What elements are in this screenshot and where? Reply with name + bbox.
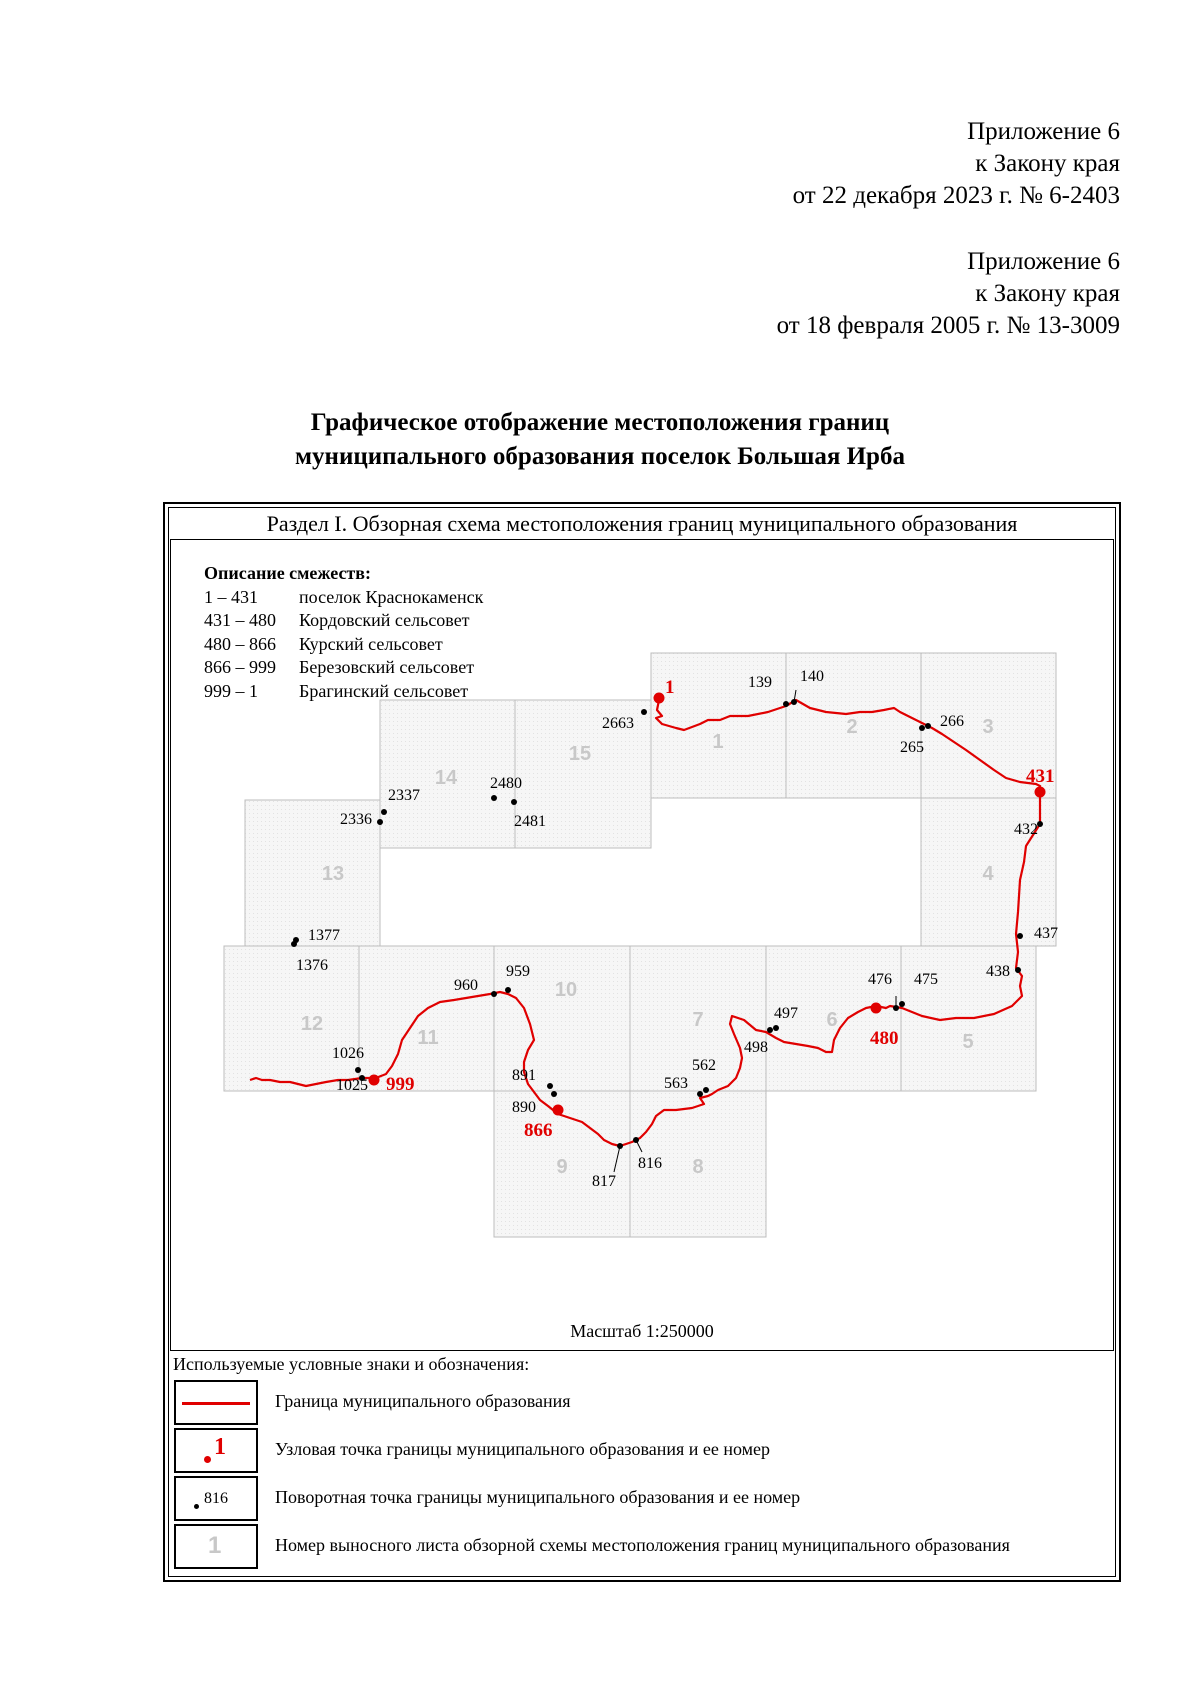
legend-turn-text: Поворотная точка границы муниципального образования и ее номер	[275, 1487, 801, 1507]
turn-point-label: 2663	[602, 715, 634, 732]
turn-point-label: 562	[692, 1057, 716, 1074]
map-sheet-11	[359, 946, 494, 1091]
node-point	[369, 1075, 380, 1086]
node-number-sample: 1	[214, 1434, 226, 1460]
turn-point-sample	[194, 1504, 199, 1509]
section-title: Раздел I. Обзорная схема местоположения границ муниципального образования	[266, 511, 1018, 536]
adjacency-neighbor: поселок Краснокаменск	[299, 586, 484, 607]
turn-point-label: 1376	[296, 957, 328, 974]
legend-turn-swatch	[174, 1476, 258, 1521]
law-date: от 22 декабря 2023 г. № 6-2403	[792, 182, 1120, 209]
turn-point-label: 2336	[340, 811, 372, 828]
law-label: к Закону края	[975, 280, 1120, 307]
adjacency-description	[204, 562, 484, 703]
map-sheet-12	[224, 946, 359, 1091]
legend-boundary-text: Граница муниципального образования	[275, 1391, 571, 1411]
legend-sheet-text: Номер выносного листа обзорной схемы местоположения границ муниципального образования	[275, 1535, 1010, 1555]
turn-point-label: 1026	[332, 1045, 364, 1062]
turn-point	[377, 819, 383, 825]
adjacency-range: 431 – 480	[204, 610, 276, 630]
turn-point-label: 2481	[514, 813, 546, 830]
node-point	[654, 693, 665, 704]
legend-sheet-swatch	[174, 1524, 258, 1569]
turn-point	[919, 725, 925, 731]
sheet-number: 12	[300, 1013, 324, 1035]
boundary-line-sample	[182, 1402, 250, 1405]
turn-point-label: 476	[868, 971, 892, 988]
node-point	[871, 1003, 882, 1014]
turn-point	[511, 799, 517, 805]
sheet-number: 14	[434, 767, 458, 789]
node-point	[553, 1105, 564, 1116]
turn-point-label: 432	[1014, 821, 1038, 838]
title-line-2: муниципального образования поселок Большая Ирба	[295, 443, 905, 470]
sheet-number: 11	[417, 1027, 439, 1049]
adjacency-range: 866 – 999	[204, 657, 276, 677]
adjacency-row	[204, 656, 475, 680]
turn-point	[697, 1091, 703, 1097]
turn-point-label: 140	[800, 668, 824, 685]
turn-point	[505, 987, 511, 993]
node-point	[1035, 787, 1046, 798]
node-point-label: 1	[665, 677, 675, 698]
turn-point-label: 139	[748, 674, 772, 691]
turn-point	[491, 991, 497, 997]
turn-point-label: 497	[774, 1005, 798, 1022]
turn-point	[1017, 933, 1023, 939]
sheet-number: 15	[568, 743, 592, 765]
turn-point-label: 437	[1034, 925, 1058, 942]
node-point-label: 866	[524, 1120, 553, 1141]
turn-point-label: 2337	[388, 787, 420, 804]
turn-point	[925, 723, 931, 729]
turn-point	[491, 795, 497, 801]
sheet-number: 9	[556, 1156, 568, 1178]
appendix-label: Приложение 6	[967, 248, 1120, 275]
adjacency-neighbor: Кордовский сельсовет	[299, 610, 470, 630]
turn-number-sample: 816	[204, 1490, 228, 1507]
turn-point	[551, 1091, 557, 1097]
turn-point	[547, 1083, 553, 1089]
turn-point	[381, 809, 387, 815]
turn-point-label: 266	[940, 713, 964, 730]
adjacency-row	[204, 633, 443, 657]
adjacency-row	[204, 680, 469, 704]
turn-point-label: 438	[986, 963, 1010, 980]
turn-point-label: 890	[512, 1099, 536, 1116]
turn-point	[1015, 967, 1021, 973]
adjacency-range: 1 – 431	[204, 586, 258, 607]
node-point-label: 480	[870, 1028, 899, 1049]
sheet-number: 10	[554, 979, 578, 1001]
turn-point	[355, 1067, 361, 1073]
sheet-grid	[224, 653, 1056, 1237]
turn-point	[703, 1087, 709, 1093]
legend-node-swatch	[174, 1428, 258, 1473]
sheet-number: 8	[692, 1156, 704, 1178]
appendix-label: Приложение 6	[967, 118, 1120, 145]
node-point-label: 999	[386, 1074, 415, 1095]
legend-title: Используемые условные знаки и обозначения:	[173, 1354, 530, 1374]
turn-point-label: 475	[914, 971, 938, 988]
sheet-number: 3	[982, 716, 994, 738]
turn-point-label: 2480	[490, 775, 522, 792]
sheet-number: 1	[712, 731, 724, 753]
node-point-sample	[204, 1456, 211, 1463]
turn-point-label: 959	[506, 963, 530, 980]
turn-point-label: 498	[744, 1039, 768, 1056]
turn-point-label: 1377	[308, 927, 340, 944]
turn-point-label: 1025	[336, 1077, 368, 1094]
sheet-number-sample: 1	[208, 1532, 222, 1559]
node-point-label: 431	[1026, 766, 1055, 787]
sheet-number: 2	[846, 716, 858, 738]
sheet-number: 6	[826, 1009, 838, 1031]
sheet-number: 7	[692, 1009, 704, 1031]
legend-node-text: Узловая точка границы муниципального образования и ее номер	[275, 1439, 771, 1459]
turn-point-label: 265	[900, 739, 924, 756]
turn-point	[293, 937, 299, 943]
turn-point	[641, 709, 647, 715]
sheet-number: 4	[982, 863, 994, 885]
legend-boundary-swatch	[174, 1380, 258, 1425]
turn-point	[767, 1027, 773, 1033]
law-label: к Закону края	[975, 150, 1120, 177]
turn-point-label: 817	[592, 1173, 616, 1190]
adjacency-range: 480 – 866	[204, 633, 276, 654]
adjacency-neighbor: Березовский сельсовет	[299, 657, 475, 677]
adjacency-range: 999 – 1	[204, 680, 258, 701]
sheet-number: 13	[321, 863, 345, 885]
law-date: от 18 февраля 2005 г. № 13-3009	[776, 312, 1120, 339]
turn-point-label: 891	[512, 1067, 536, 1084]
adjacency-neighbor: Курский сельсовет	[299, 633, 443, 654]
adjacency-title: Описание смежеств:	[204, 563, 371, 583]
turn-point	[783, 701, 789, 707]
sheet-number: 5	[962, 1031, 974, 1053]
turn-point	[899, 1001, 905, 1007]
map-scale: Масштаб 1:250000	[570, 1321, 714, 1341]
turn-point	[773, 1025, 779, 1031]
adjacency-row	[204, 609, 470, 633]
turn-point-label: 563	[664, 1075, 688, 1092]
title-line-1: Графическое отображение местоположения границ	[310, 409, 890, 436]
turn-point-label: 960	[454, 977, 478, 994]
turn-point-label: 816	[638, 1155, 662, 1172]
adjacency-neighbor: Брагинский сельсовет	[299, 680, 469, 701]
adjacency-row	[204, 586, 484, 610]
